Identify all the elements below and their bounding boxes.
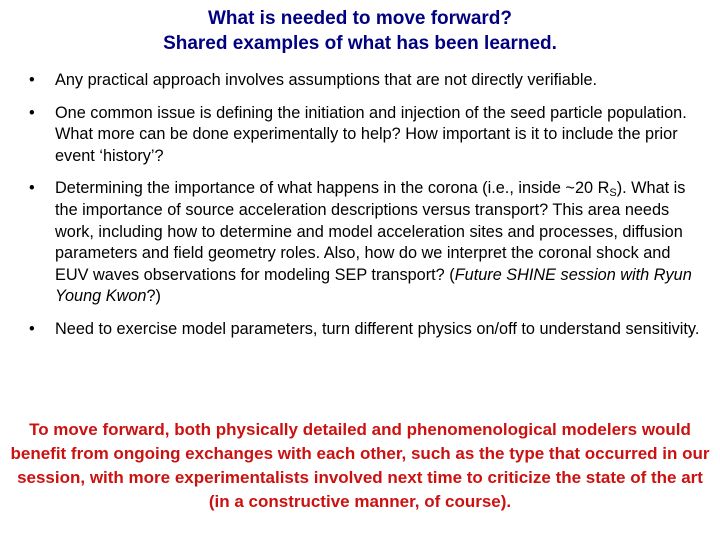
- bullet-text: One common issue is defining the initiation and injection of the seed particle population. What more can be done experimentally to help? How important is it to include the prior event ‘history’?: [55, 103, 687, 165]
- title-line-2: Shared examples of what has been learned.: [163, 33, 557, 54]
- title-line-1: What is needed to move forward?: [207, 8, 513, 29]
- subscript-s: S: [609, 187, 617, 200]
- conclusion-text: To move forward, both physically detailed and phenomenological modelers would benefit from ongoing exchanges with each other, such as the type that occurred in our session, with more experimentalists involved next time to criticize the state of the art (in a constructive manner, of course).: [10, 420, 710, 511]
- bullet-list: [26, 70, 702, 352]
- bullet-item-3: [26, 178, 702, 308]
- bullet-text-part: ?): [146, 287, 161, 306]
- bullet-marker: •: [29, 179, 35, 198]
- bullet-marker: •: [29, 71, 35, 89]
- bullet-item-1: [26, 70, 702, 92]
- bullet-item-4: [26, 319, 702, 341]
- slide-title: [0, 6, 720, 56]
- bullet-text-part: ). What is the importance of source acceleration descriptions versus transport? This area needs work, including how to determine and model acceleration sites and processes, diffusion parameters and field geometry roles. Also, how do we interpret the coronal shock and EUV waves observations for modeling SEP transport? (: [55, 179, 686, 284]
- bullet-item-2: [26, 103, 702, 168]
- italic-note: Future SHINE session with Ryun Young Kwon: [55, 265, 692, 306]
- bullet-marker: •: [29, 319, 35, 338]
- bullet-text-part: Determining the importance of what happens in the corona (i.e., inside ~20 R: [55, 179, 610, 198]
- bullet-text: Any practical approach involves assumptions that are not directly verifiable.: [55, 71, 598, 89]
- bullet-text: Need to exercise model parameters, turn different physics on/off to understand sensitivity.: [55, 319, 700, 338]
- bullet-marker: •: [29, 103, 35, 122]
- bullet-text: [55, 178, 702, 308]
